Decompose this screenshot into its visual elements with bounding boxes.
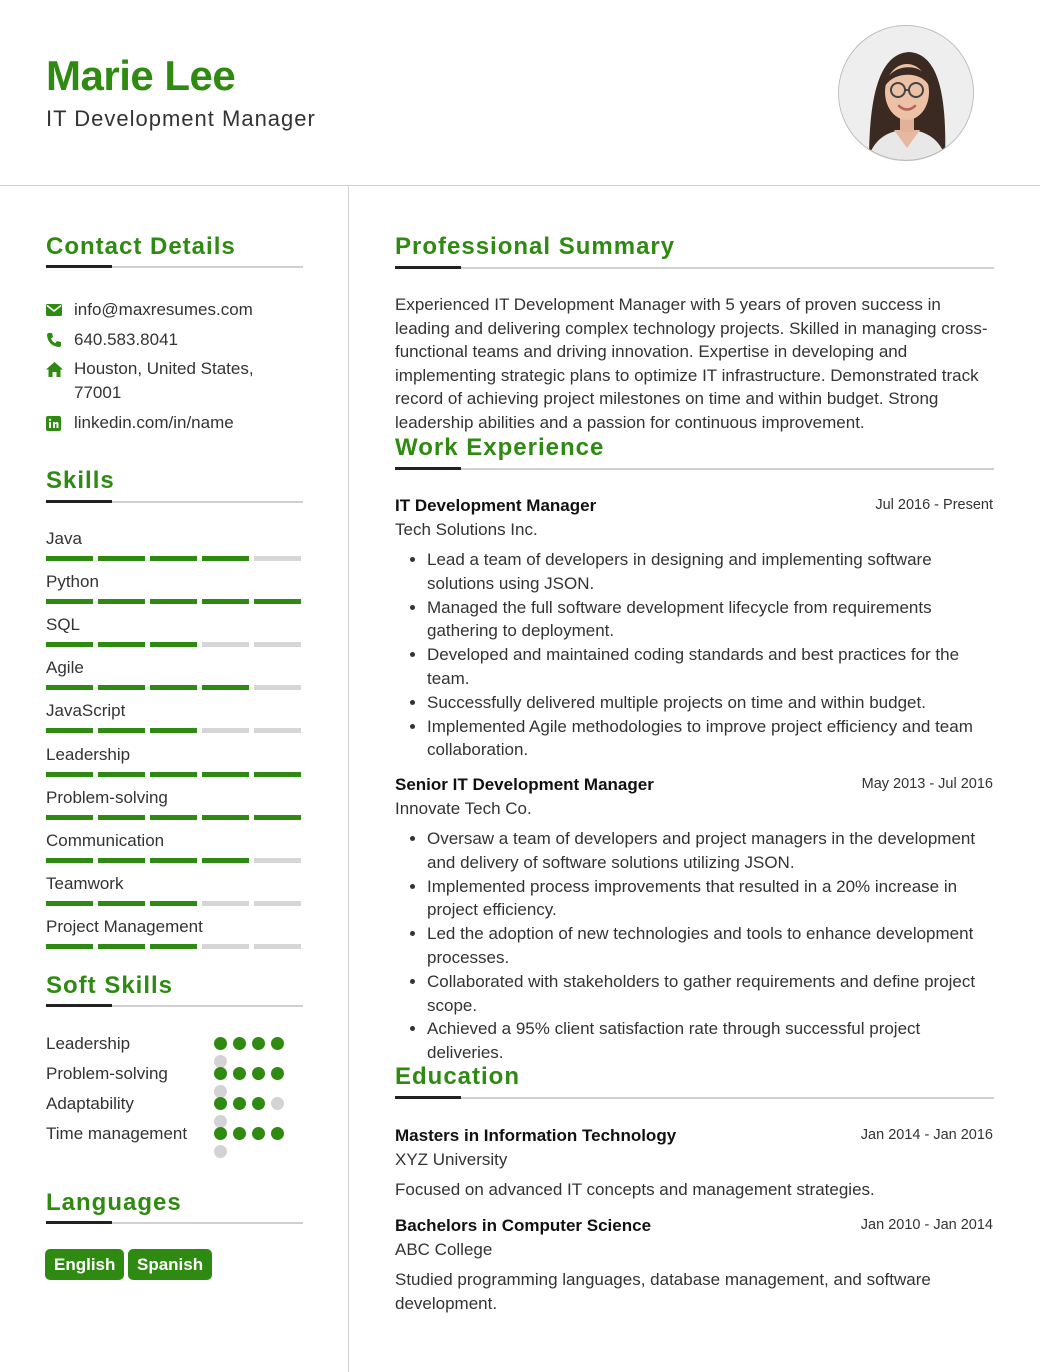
skill-rating-segment xyxy=(98,944,145,949)
list-item: • Achieved a 95% client satisfaction rate through successful project deliveries. xyxy=(427,1017,993,1065)
skill-rating-segment xyxy=(254,944,301,949)
skill-item xyxy=(46,528,302,561)
skill-rating-segment xyxy=(150,815,197,820)
contact-linkedin-text: linkedin.com/in/name xyxy=(74,413,234,432)
skill-rating-segment xyxy=(254,599,301,604)
education-school: ABC College xyxy=(395,1240,493,1259)
soft-skills-section-rule xyxy=(46,1005,303,1007)
rating-dot xyxy=(233,1037,246,1050)
skill-rating-segment xyxy=(150,858,197,863)
skill-rating-segment xyxy=(98,685,145,690)
skill-rating-segment xyxy=(98,728,145,733)
profile-photo-illustration xyxy=(839,26,974,161)
skill-rating-segment xyxy=(46,772,93,777)
education-date: Jan 2010 - Jan 2014 xyxy=(860,1217,993,1233)
rating-dot xyxy=(252,1097,265,1110)
soft-skill-label: Time management xyxy=(46,1124,188,1143)
resume-header xyxy=(0,0,1040,186)
skill-rating-bar xyxy=(46,858,302,863)
soft-skill-item xyxy=(46,1031,306,1056)
skill-rating-segment xyxy=(46,901,93,906)
skill-rating-segment xyxy=(150,599,197,604)
skill-label: Communication xyxy=(46,830,165,850)
list-item: • Led the adoption of new technologies and tools to enhance development processes. xyxy=(427,922,993,970)
skill-rating-segment xyxy=(202,642,249,647)
skill-label: Agile xyxy=(46,658,84,678)
soft-skill-item xyxy=(46,1121,306,1146)
skill-rating-bar xyxy=(46,556,302,561)
skill-rating-bar xyxy=(46,944,302,949)
skill-rating-segment xyxy=(202,599,249,604)
contact-section-rule xyxy=(46,266,303,268)
skill-rating-segment xyxy=(254,858,301,863)
contact-address xyxy=(46,357,274,405)
soft-skill-label: Problem-solving xyxy=(46,1064,168,1083)
skill-label: Java xyxy=(46,529,82,548)
contact-email[interactable] xyxy=(46,298,274,322)
skill-rating-segment xyxy=(98,858,145,863)
skill-rating-segment xyxy=(150,728,197,733)
skill-rating-segment xyxy=(98,556,145,561)
rating-dot xyxy=(252,1067,265,1080)
skill-label: Python xyxy=(46,572,99,592)
work-bullets xyxy=(395,548,993,762)
skill-rating-segment xyxy=(46,858,93,863)
soft-skill-item xyxy=(46,1061,306,1086)
skill-rating-bar xyxy=(46,901,302,906)
summary-section-title: Professional Summary xyxy=(395,233,676,260)
education-section-rule xyxy=(395,1097,994,1099)
skill-label: Leadership xyxy=(46,744,131,764)
summary-section-rule xyxy=(395,267,994,269)
work-role: IT Development Manager xyxy=(395,496,597,515)
skill-rating-segment xyxy=(46,642,93,647)
work-company: Innovate Tech Co. xyxy=(395,799,532,818)
skill-rating-segment xyxy=(98,901,145,906)
summary-text: Experienced IT Development Manager with 5 years of proven success in leading and delivering complex technology projects. Skilled in managing cross-functional teams and driving innovation. Expertise in developing and implementing strategic plans to optimize IT infrastructure. Demonstrated track record of achieving project milestones on time and within budget. Strong leadership abilities and a passion for continuous improvement. xyxy=(395,295,988,432)
work-date: Jul 2016 - Present xyxy=(875,497,993,513)
contact-linkedin[interactable] xyxy=(46,411,274,435)
work-company: Tech Solutions Inc. xyxy=(395,520,538,539)
rating-dot xyxy=(252,1127,265,1140)
rating-dot xyxy=(271,1037,284,1050)
soft-skill-label: Leadership xyxy=(46,1034,131,1053)
rating-dot xyxy=(252,1037,265,1050)
skill-rating-segment xyxy=(202,556,249,561)
skill-label: SQL xyxy=(46,615,81,635)
skill-rating-bar xyxy=(46,815,302,820)
rating-dot xyxy=(271,1067,284,1080)
rating-dot xyxy=(214,1067,227,1080)
list-item: • Implemented process improvements that resulted in a 20% increase in project efficiency. xyxy=(427,875,993,923)
contact-section-title: Contact Details xyxy=(46,233,236,260)
skill-rating-segment xyxy=(46,944,93,949)
work-section-title: Work Experience xyxy=(395,434,605,461)
skill-rating-segment xyxy=(98,772,145,777)
skill-rating-segment xyxy=(46,599,93,604)
list-item: • Managed the full software development lifecycle from requirements gathering to deployment. xyxy=(427,596,993,644)
skill-rating-segment xyxy=(150,685,197,690)
rating-dot xyxy=(233,1097,246,1110)
candidate-title: IT Development Manager xyxy=(46,106,316,131)
rating-dot xyxy=(233,1127,246,1140)
skills-section-rule xyxy=(46,501,303,503)
education-section-title: Education xyxy=(395,1063,521,1090)
skill-rating-segment xyxy=(150,772,197,777)
skill-rating-segment xyxy=(254,815,301,820)
contact-phone[interactable] xyxy=(46,328,274,352)
skill-rating-bar xyxy=(46,728,302,733)
education-degree: Masters in Information Technology xyxy=(395,1126,677,1145)
list-item: • Successfully delivered multiple projects on time and within budget. xyxy=(427,691,993,715)
rating-dot xyxy=(214,1145,227,1158)
skill-rating-segment xyxy=(46,685,93,690)
skill-rating-segment xyxy=(150,944,197,949)
skill-item xyxy=(46,744,302,777)
skill-item xyxy=(46,614,302,647)
skill-rating-segment xyxy=(254,642,301,647)
skill-rating-segment xyxy=(202,728,249,733)
education-date: Jan 2014 - Jan 2016 xyxy=(860,1127,993,1143)
skill-rating-segment xyxy=(254,772,301,777)
skill-item xyxy=(46,916,302,949)
skill-rating-segment xyxy=(202,944,249,949)
soft-skill-item xyxy=(46,1091,306,1116)
email-icon xyxy=(46,298,74,322)
work-entry xyxy=(395,773,993,1065)
work-section-rule xyxy=(395,468,994,470)
column-divider xyxy=(348,186,349,1372)
skill-rating-segment xyxy=(202,772,249,777)
skill-label: JavaScript xyxy=(46,701,126,721)
skill-rating-segment xyxy=(46,556,93,561)
rating-dot xyxy=(271,1097,284,1110)
skill-rating-segment xyxy=(254,556,301,561)
skill-rating-segment xyxy=(202,685,249,690)
list-item: • Collaborated with stakeholders to gather requirements and define project scope. xyxy=(427,970,993,1018)
rating-dot xyxy=(214,1127,227,1140)
skill-item xyxy=(46,700,302,733)
skill-item xyxy=(46,787,302,820)
skill-rating-segment xyxy=(254,728,301,733)
phone-icon xyxy=(46,328,74,352)
skill-rating-segment xyxy=(202,858,249,863)
rating-dot xyxy=(214,1037,227,1050)
contact-address-text: Houston, United States, 77001 xyxy=(74,359,254,402)
skill-rating-segment xyxy=(98,642,145,647)
education-degree: Bachelors in Computer Science xyxy=(395,1216,652,1235)
skill-rating-segment xyxy=(150,901,197,906)
education-school: XYZ University xyxy=(395,1150,508,1169)
work-entry xyxy=(395,494,993,762)
skill-rating-segment xyxy=(98,815,145,820)
skill-rating-segment xyxy=(46,728,93,733)
list-item: • Oversaw a team of developers and project managers in the development and delivery of software solutions utilizing JSON. xyxy=(427,827,993,875)
skill-item xyxy=(46,657,302,690)
rating-dot xyxy=(214,1097,227,1110)
skill-rating-segment xyxy=(150,642,197,647)
education-entry xyxy=(395,1124,993,1202)
soft-skill-rating xyxy=(214,1127,290,1163)
skill-rating-segment xyxy=(46,815,93,820)
skill-rating-segment xyxy=(202,815,249,820)
skill-rating-segment xyxy=(254,901,301,906)
languages-section-title: Languages xyxy=(46,1189,182,1216)
work-bullets xyxy=(395,827,993,1065)
skill-rating-bar xyxy=(46,642,302,647)
language-badge: English xyxy=(45,1249,124,1280)
skills-section-title: Skills xyxy=(46,467,115,494)
skill-item xyxy=(46,830,302,863)
education-description: Studied programming languages, database management, and software development. xyxy=(395,1270,931,1313)
skill-rating-segment xyxy=(98,599,145,604)
language-badge: Spanish xyxy=(128,1249,212,1280)
candidate-name: Marie Lee xyxy=(46,52,236,99)
list-item: • Lead a team of developers in designing and implementing software solutions using JSON. xyxy=(427,548,993,596)
skill-rating-bar xyxy=(46,772,302,777)
skill-rating-segment xyxy=(202,901,249,906)
education-entry xyxy=(395,1214,993,1316)
skill-label: Teamwork xyxy=(46,873,124,893)
contact-email-text: info@maxresumes.com xyxy=(74,300,253,319)
soft-skill-label: Adaptability xyxy=(46,1094,134,1113)
skill-rating-segment xyxy=(150,556,197,561)
soft-skills-section-title: Soft Skills xyxy=(46,972,174,999)
skill-rating-bar xyxy=(46,685,302,690)
work-role: Senior IT Development Manager xyxy=(395,775,654,794)
skill-rating-bar xyxy=(46,599,302,604)
skill-label: Project Management xyxy=(46,916,203,936)
skill-rating-segment xyxy=(254,685,301,690)
list-item: • Developed and maintained coding standards and best practices for the team. xyxy=(427,643,993,691)
home-icon xyxy=(46,357,74,381)
skill-item xyxy=(46,873,302,906)
rating-dot xyxy=(271,1127,284,1140)
languages-section-rule xyxy=(46,1222,303,1224)
list-item: • Implemented Agile methodologies to improve project efficiency and team collaboration. xyxy=(427,715,993,763)
rating-dot xyxy=(233,1067,246,1080)
education-description: Focused on advanced IT concepts and management strategies. xyxy=(395,1180,875,1199)
work-date: May 2013 - Jul 2016 xyxy=(861,776,993,792)
skill-label: Problem-solving xyxy=(46,787,168,807)
skill-item xyxy=(46,571,302,604)
profile-photo xyxy=(838,25,974,161)
contact-phone-text: 640.583.8041 xyxy=(74,330,178,349)
linkedin-icon xyxy=(46,411,74,435)
